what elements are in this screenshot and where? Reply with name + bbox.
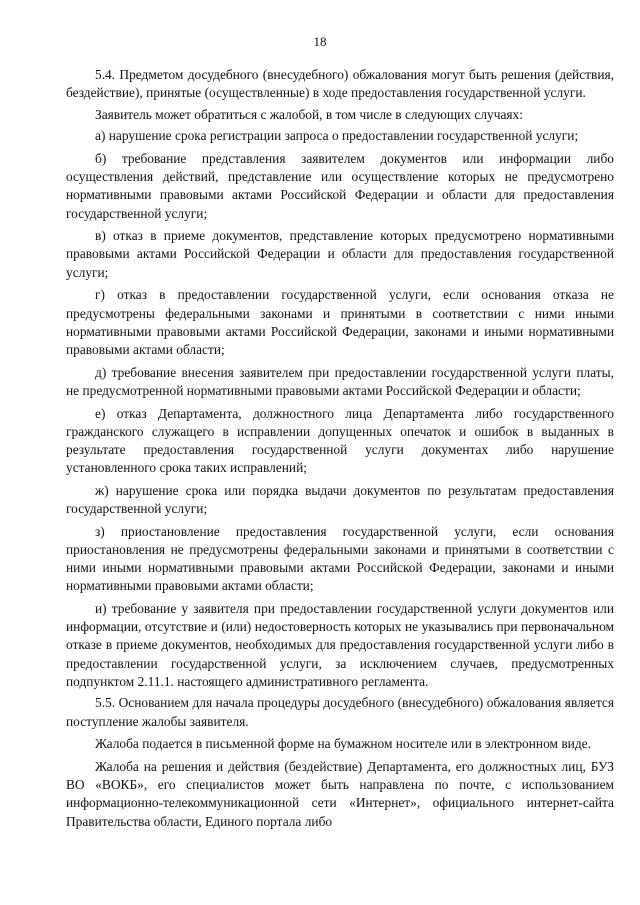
page-number: 18: [313, 34, 327, 49]
paragraph-5-5: 5.5. Основанием для начала процедуры досудебного (внесудебного) обжалования является поступление жалобы заявителя.: [66, 695, 614, 729]
list-item-z: з) приостановление предоставления государственной услуги, если основания приостановления не предусмотрены федеральными законами и принятыми в соответствии с ними иными нормативными правовыми актами Российской Федерации, законами и иными нормативными правовыми актами области;: [66, 523, 614, 594]
list-item-e: е) отказ Департамента, должностного лица Департамента либо государственного гражданского служащего в исправлении допущенных опечаток и ошибок в выданных в результате предоставления государственной услуги документах либо нарушение установленного срока таких исправлений;: [66, 405, 614, 476]
paragraph-complaint-form: Жалоба подается в письменной форме на бумажном носителе или в электронном виде.: [95, 736, 591, 752]
list-item-zh: ж) нарушение срока или порядка выдачи документов по результатам предоставления государственной услуги;: [66, 482, 614, 517]
document-body: [66, 66, 614, 831]
list-item-a: а) нарушение срока регистрации запроса о предоставлении государственной услуги;: [95, 128, 579, 144]
paragraph-complaint-cases: Заявитель может обратиться с жалобой, в том числе в следующих случаях:: [95, 106, 523, 122]
list-item-g: г) отказ в предоставлении государственной услуги, если основания отказа не предусмотрены федеральными законами и принятыми в соответствии с ними иными нормативными правовыми актами Российской Федерации, законами и иными нормативными правовыми актами области;: [66, 287, 614, 357]
list-item-v: в) отказ в приеме документов, представление которых предусмотрено нормативными правовыми актами Российской Федерации и области для предоставления государственной услуги;: [66, 228, 614, 280]
paragraph-complaint-channels: Жалоба на решения и действия (бездействие) Департамента, его должностных лиц, БУЗ ВО «ВОКБ», его специалистов может быть направлена по почте, с использованием информационно-телекоммуникационной сети «Интернет», официального интернет-сайта Правительства области, Единого портала либо: [66, 759, 614, 829]
paragraph-5-4: 5.4. Предметом досудебного (внесудебного) обжалования могут быть решения (действия, бездействие), принятые (осуществленные) в ходе предоставления государственной услуги.: [66, 67, 614, 101]
list-item-b: б) требование представления заявителем документов или информации либо осуществления действий, представление или осуществление которых не предусмотрено нормативными правовыми актами Российской Федерации и области для предоставления государственной услуги;: [66, 150, 614, 221]
list-item-i: и) требование у заявителя при предоставлении государственной услуги документов или информации, отсутствие и (или) недостоверность которых не указывались при первоначальном отказе в приеме документов, необходимых для предоставления государственной услуги либо в предоставлении государственной услуги, за исключением случаев, предусмотренных подпунктом 2.11.1. настоящего административного регламента.: [66, 601, 614, 689]
list-item-d: д) требование внесения заявителем при предоставлении государственной услуги платы, не предусмотренной нормативными правовыми актами Российской Федерации и области;: [66, 364, 614, 398]
